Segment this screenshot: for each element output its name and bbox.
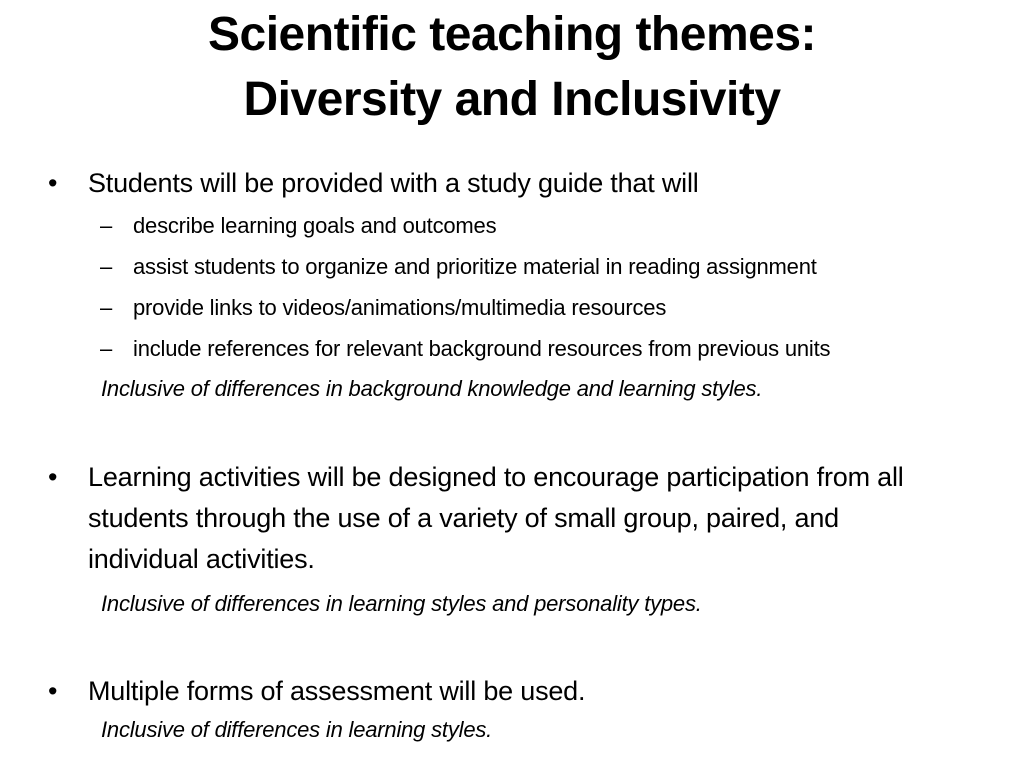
bullet-block-study-guide (48, 163, 988, 409)
sub-item-marker: – (100, 254, 113, 279)
sub-list (48, 205, 988, 369)
bullet-text: Multiple forms of assessment will be used. (88, 676, 586, 706)
sub-item (48, 246, 988, 287)
bullet-block-assessment (48, 671, 988, 750)
inclusivity-note: Inclusive of differences in learning styles. (101, 717, 493, 742)
bullet-marker: • (48, 462, 58, 492)
sub-item-text: assist students to organize and prioritize material in reading assignment (133, 254, 817, 279)
bullet-item (48, 163, 988, 204)
sub-item-marker: – (100, 336, 113, 361)
sub-item-marker: – (100, 295, 113, 320)
bullet-marker: • (48, 676, 58, 706)
bullet-text: Learning activities will be designed to encourage participation from all students through the use of a variety of small group, paired, and individual activities. (88, 462, 904, 574)
slide-title (0, 2, 1024, 132)
sub-item-text: provide links to videos/animations/multimedia resources (133, 295, 667, 320)
sub-item (48, 328, 988, 369)
slide-title-line-1: Scientific teaching themes: (208, 8, 816, 61)
bullet-block-learning-activities (48, 457, 953, 624)
bullet-text: Students will be provided with a study guide that will (88, 168, 699, 198)
sub-item (48, 205, 988, 246)
sub-item-text: include references for relevant background resources from previous units (133, 336, 831, 361)
sub-item-text: describe learning goals and outcomes (133, 213, 497, 238)
sub-item (48, 287, 988, 328)
slide-title-line-2: Diversity and Inclusivity (243, 73, 781, 126)
bullet-marker: • (48, 168, 58, 198)
bullet-item (48, 671, 988, 712)
inclusivity-note: Inclusive of differences in learning styles and personality types. (101, 591, 702, 616)
sub-item-marker: – (100, 213, 113, 238)
inclusivity-note: Inclusive of differences in background knowledge and learning styles. (101, 376, 763, 401)
bullet-item (48, 457, 953, 580)
